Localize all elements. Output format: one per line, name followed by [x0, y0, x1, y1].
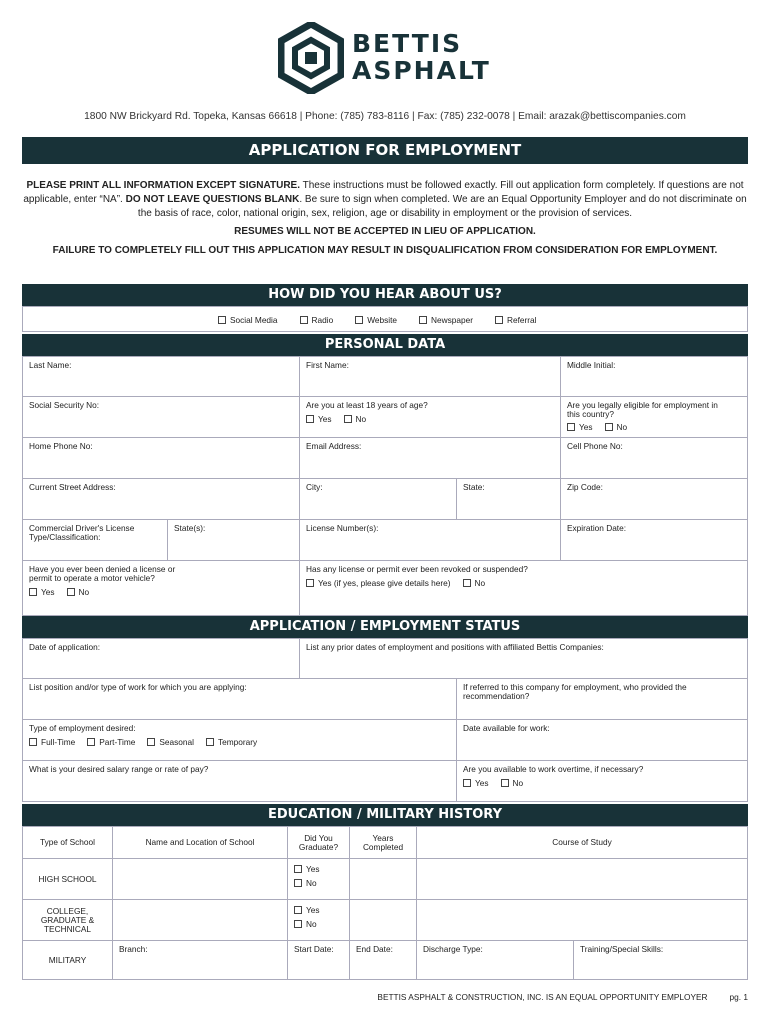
hs-course-field[interactable]: [416, 858, 748, 900]
age-question: Are you at least 18 years of age? Yes No: [299, 396, 561, 438]
zip-field[interactable]: Zip Code:: [560, 478, 748, 520]
license-states-field[interactable]: State(s):: [167, 519, 300, 561]
ssn-field[interactable]: Social Security No:: [22, 396, 300, 438]
hear-website[interactable]: Website: [355, 315, 397, 325]
cell-phone-field[interactable]: Cell Phone No:: [560, 437, 748, 479]
col-years: Years Completed: [349, 826, 417, 859]
page-title: APPLICATION FOR EMPLOYMENT: [22, 137, 748, 164]
type-seasonal[interactable]: Seasonal: [147, 738, 194, 747]
college-graduate: [287, 899, 350, 941]
college-years-field[interactable]: [349, 899, 417, 941]
hs-years-field[interactable]: [349, 858, 417, 900]
hs-graduate: [287, 858, 350, 900]
date-of-application-field[interactable]: Date of application:: [22, 638, 300, 679]
eligible-question: Are you legally eligible for employment in this country? Yes No: [560, 396, 748, 438]
hear-referral[interactable]: Referral: [495, 315, 537, 325]
section-status-title: APPLICATION / EMPLOYMENT STATUS: [22, 616, 748, 638]
middle-initial-field[interactable]: Middle Initial:: [560, 356, 748, 397]
revoked-question: Has any license or permit ever been revoked or suspended? Yes (if yes, please give details here) No: [299, 560, 748, 616]
college-grad-no[interactable]: No: [294, 920, 343, 929]
col-course: Course of Study: [416, 826, 748, 859]
bettis-logo-mark: [278, 22, 344, 94]
checkbox-icon[interactable]: [463, 579, 471, 587]
first-name-field[interactable]: First Name:: [299, 356, 561, 397]
instr-failure: FAILURE TO COMPLETELY FILL OUT THIS APPLICATION MAY RESULT IN DISQUALIFICATION FROM CONSIDERATION FOR EMPLOYMENT.: [52, 245, 718, 256]
instr-bold-1: PLEASE PRINT ALL INFORMATION EXCEPT SIGNATURE.: [26, 180, 300, 191]
checkbox-icon[interactable]: [294, 865, 302, 873]
overtime-question: Are you available to work overtime, if necessary? Yes No: [456, 760, 748, 802]
denied-no[interactable]: No: [67, 588, 90, 597]
denied-yes[interactable]: Yes: [29, 588, 55, 597]
checkbox-icon[interactable]: [355, 316, 363, 324]
salary-field[interactable]: What is your desired salary range or rate of pay?: [22, 760, 457, 802]
end-date-field[interactable]: End Date:: [349, 940, 417, 980]
discharge-type-field[interactable]: Discharge Type:: [416, 940, 574, 980]
instr-text-1: These instructions must be followed exactly. Fill out application form completely. If questions are not applicable, enter “NA”.: [23, 180, 744, 205]
cdl-type-field[interactable]: Commercial Driver's License Type/Classification:: [22, 519, 168, 561]
start-date-field[interactable]: Start Date:: [287, 940, 350, 980]
last-name-field[interactable]: Last Name:: [22, 356, 300, 397]
city-field[interactable]: City:: [299, 478, 457, 520]
checkbox-icon[interactable]: [306, 415, 314, 423]
denied-question: Have you ever been denied a license or permit to operate a motor vehicle? Yes No: [22, 560, 300, 616]
page-footer: [377, 992, 748, 1002]
footer-text: BETTIS ASPHALT & CONSTRUCTION, INC. IS AN EQUAL OPPORTUNITY EMPLOYER: [377, 992, 708, 1002]
hear-radio[interactable]: Radio: [300, 315, 334, 325]
type-part-time[interactable]: Part-Time: [87, 738, 135, 747]
home-phone-field[interactable]: Home Phone No:: [22, 437, 300, 479]
checkbox-icon[interactable]: [605, 423, 613, 431]
section-education-title: EDUCATION / MILITARY HISTORY: [22, 804, 748, 826]
section-personal-title: PERSONAL DATA: [22, 334, 748, 356]
revoked-no[interactable]: No: [463, 579, 486, 588]
date-available-field[interactable]: Date available for work:: [456, 719, 748, 761]
logo-line2: ASPHALT: [352, 56, 491, 85]
checkbox-icon[interactable]: [463, 779, 471, 787]
instructions-paragraph: [22, 179, 748, 221]
college-course-field[interactable]: [416, 899, 748, 941]
college-name-field[interactable]: [112, 899, 288, 941]
overtime-no[interactable]: No: [501, 779, 524, 788]
hs-grad-yes[interactable]: Yes: [294, 865, 343, 874]
state-field[interactable]: State:: [456, 478, 561, 520]
email-field[interactable]: Email Address:: [299, 437, 561, 479]
position-field[interactable]: List position and/or type of work for which you are applying:: [22, 678, 457, 720]
license-numbers-field[interactable]: License Number(s):: [299, 519, 561, 561]
col-type-of-school: Type of School: [22, 826, 113, 859]
hear-newspaper[interactable]: Newspaper: [419, 315, 473, 325]
checkbox-icon[interactable]: [567, 423, 575, 431]
revoked-yes[interactable]: Yes (if yes, please give details here): [306, 579, 451, 588]
checkbox-icon[interactable]: [87, 738, 95, 746]
checkbox-icon[interactable]: [344, 415, 352, 423]
page-number: pg. 1: [729, 992, 748, 1002]
overtime-yes[interactable]: Yes: [463, 779, 489, 788]
col-graduate: Did You Graduate?: [287, 826, 350, 859]
hs-grad-no[interactable]: No: [294, 879, 343, 888]
prior-employment-field[interactable]: List any prior dates of employment and positions with affiliated Bettis Companies:: [299, 638, 748, 679]
checkbox-icon[interactable]: [419, 316, 427, 324]
employment-type-question: Type of employment desired: Full-Time Part-Time Seasonal Temporary: [22, 719, 457, 761]
instr-bold-2: DO NOT LEAVE QUESTIONS BLANK: [125, 194, 300, 205]
checkbox-icon[interactable]: [294, 920, 302, 928]
checkbox-icon[interactable]: [29, 588, 37, 596]
branch-field[interactable]: Branch:: [112, 940, 288, 980]
expiration-date-field[interactable]: Expiration Date:: [560, 519, 748, 561]
row-military-label: MILITARY: [22, 940, 113, 980]
checkbox-icon[interactable]: [67, 588, 75, 596]
company-address: 1800 NW Brickyard Rd. Topeka, Kansas 66618 | Phone: (785) 783-8116 | Fax: (785) 232-0078 | Email: arazak@bettiscompanies.com: [84, 111, 686, 122]
eligible-no[interactable]: No: [605, 423, 628, 432]
logo-wordmark: [352, 30, 491, 84]
checkbox-icon[interactable]: [306, 579, 314, 587]
training-skills-field[interactable]: Training/Special Skills:: [573, 940, 748, 980]
age-yes[interactable]: Yes: [306, 415, 332, 424]
college-grad-yes[interactable]: Yes: [294, 906, 343, 915]
checkbox-icon[interactable]: [147, 738, 155, 746]
row-high-school-label: HIGH SCHOOL: [22, 858, 113, 900]
checkbox-icon[interactable]: [206, 738, 214, 746]
checkbox-icon[interactable]: [501, 779, 509, 787]
hear-social-media[interactable]: Social Media: [218, 315, 278, 325]
street-address-field[interactable]: Current Street Address:: [22, 478, 300, 520]
row-college-label: COLLEGE, GRADUATE & TECHNICAL: [22, 899, 113, 941]
logo-line1: BETTIS: [352, 29, 463, 58]
checkbox-icon[interactable]: [495, 316, 503, 324]
instr-text-2: . Be sure to sign when completed. We are an Equal Opportunity Employer and do not discriminate on the basis of race, color, national origin, sex, religion, age or disability in employment or the provision of services.: [137, 194, 747, 219]
checkbox-icon[interactable]: [294, 906, 302, 914]
age-no[interactable]: No: [344, 415, 367, 424]
checkbox-icon[interactable]: [300, 316, 308, 324]
section-hear-title: HOW DID YOU HEAR ABOUT US?: [22, 284, 748, 306]
type-full-time[interactable]: Full-Time: [29, 738, 75, 747]
type-temporary[interactable]: Temporary: [206, 738, 257, 747]
hs-name-field[interactable]: [112, 858, 288, 900]
eligible-yes[interactable]: Yes: [567, 423, 593, 432]
checkbox-icon[interactable]: [294, 879, 302, 887]
col-name-location: Name and Location of School: [112, 826, 288, 859]
checkbox-icon[interactable]: [218, 316, 226, 324]
checkbox-icon[interactable]: [29, 738, 37, 746]
instr-resumes: RESUMES WILL NOT BE ACCEPTED IN LIEU OF APPLICATION.: [234, 226, 536, 237]
referred-field[interactable]: If referred to this company for employment, who provided the recommendation?: [456, 678, 748, 720]
